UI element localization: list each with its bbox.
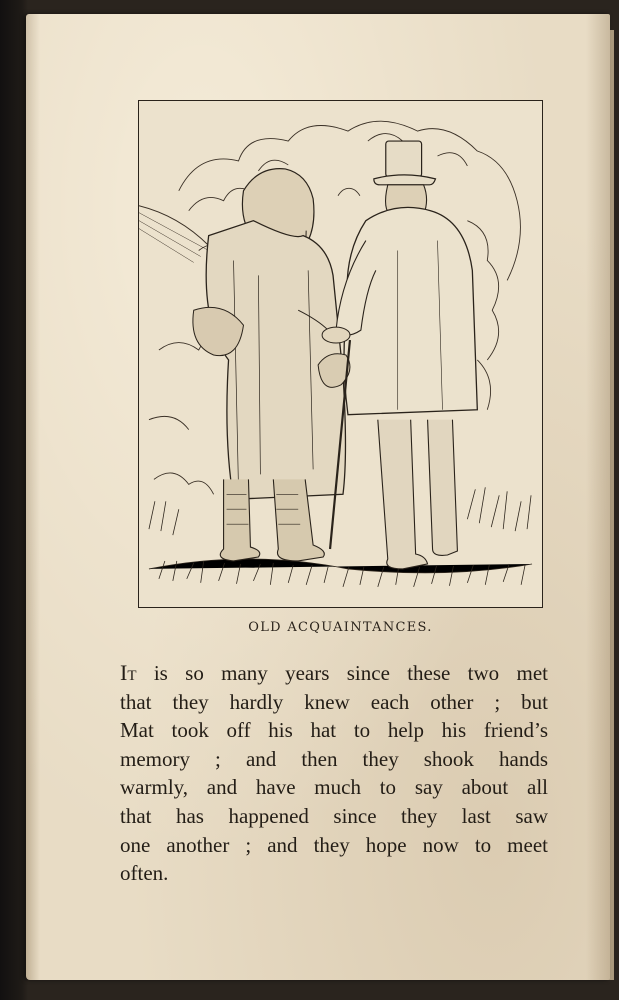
engraving-illustration [138, 100, 543, 608]
text-line-5: warmly, and have much to say about all [120, 775, 548, 800]
text-line-8: often. [120, 861, 169, 886]
two-men-shaking-hands-engraving [139, 101, 542, 607]
drop-lead-word: It [120, 660, 137, 685]
ground [149, 487, 532, 587]
text-line-7: one another ; and they hope now to meet [120, 832, 548, 857]
text-line-1: It is so many years since these two met [120, 660, 548, 685]
top-hat-man [336, 141, 477, 569]
text-line-6: that has happened since they last saw [120, 803, 548, 828]
body-paragraph [120, 659, 548, 888]
text-line-2: that they hardly knew each other ; but [120, 689, 548, 714]
text-line-4: memory ; and then they shook hands [120, 746, 548, 771]
illustration-caption: OLD ACQUAINTANCES. [248, 620, 433, 635]
text-line-3: Mat took off his hat to help his friend’s [120, 718, 548, 743]
